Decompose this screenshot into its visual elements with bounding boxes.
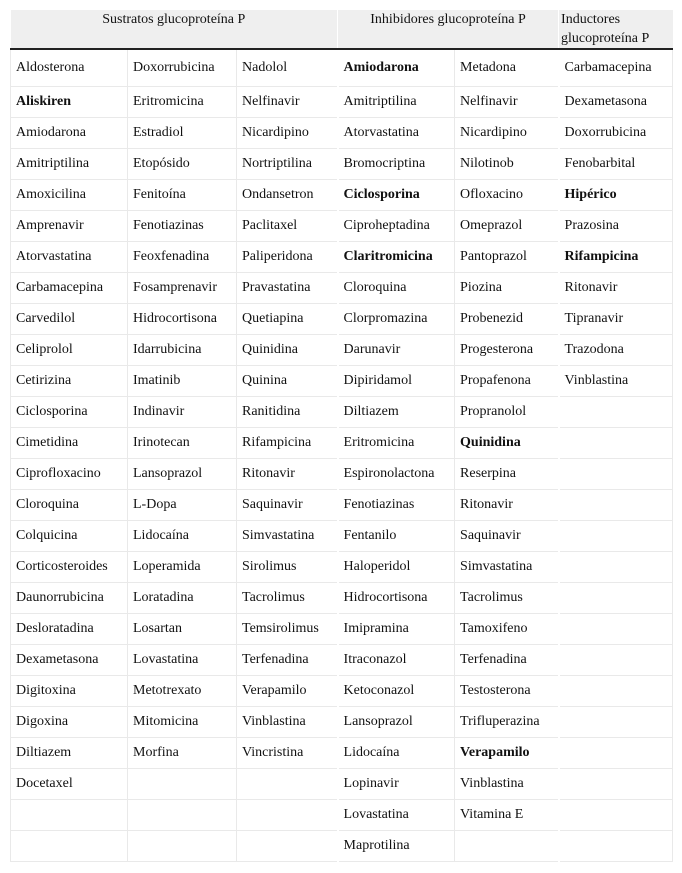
- inhibidor-cell: Eritromicina: [338, 428, 455, 459]
- sustrato-cell: Pravastatina: [237, 273, 338, 304]
- sustrato-cell: Metotrexato: [128, 676, 237, 707]
- sustrato-cell: [237, 800, 338, 831]
- inductor-cell: Dexametasona: [559, 87, 673, 118]
- sustrato-cell: Ondansetron: [237, 180, 338, 211]
- sustrato-cell: Lidocaína: [128, 521, 237, 552]
- inhibidor-cell: Ritonavir: [455, 490, 559, 521]
- table-row: [11, 118, 673, 149]
- table-row: [11, 397, 673, 428]
- sustrato-cell: Ciprofloxacino: [11, 459, 128, 490]
- sustrato-cell: [11, 831, 128, 862]
- sustrato-cell: Temsirolimus: [237, 614, 338, 645]
- inhibidor-cell: Ketoconazol: [338, 676, 455, 707]
- sustrato-cell: Estradiol: [128, 118, 237, 149]
- sustrato-cell: [237, 769, 338, 800]
- inductor-cell: [559, 614, 673, 645]
- table-row: [11, 180, 673, 211]
- sustrato-cell: Ranitidina: [237, 397, 338, 428]
- inhibidor-cell: Nilotinob: [455, 149, 559, 180]
- inhibidor-cell: Darunavir: [338, 335, 455, 366]
- inhibidor-cell: Ciclosporina: [338, 180, 455, 211]
- table-row: [11, 552, 673, 583]
- inhibidor-cell: Maprotilina: [338, 831, 455, 862]
- inhibidor-cell: Fenotiazinas: [338, 490, 455, 521]
- sustrato-cell: Nicardipino: [237, 118, 338, 149]
- inhibidor-cell: Tamoxifeno: [455, 614, 559, 645]
- inhibidor-cell: Probenezid: [455, 304, 559, 335]
- sustrato-cell: Ritonavir: [237, 459, 338, 490]
- inhibidor-cell: Ofloxacino: [455, 180, 559, 211]
- header-sustratos: Sustratos glucoproteína P: [11, 10, 338, 49]
- inhibidor-cell: Cloroquina: [338, 273, 455, 304]
- sustrato-cell: Cimetidina: [11, 428, 128, 459]
- inductor-cell: [559, 490, 673, 521]
- sustrato-cell: Paclitaxel: [237, 211, 338, 242]
- table-row: [11, 459, 673, 490]
- inductor-cell: Tipranavir: [559, 304, 673, 335]
- sustrato-cell: Carvedilol: [11, 304, 128, 335]
- sustrato-cell: Amitriptilina: [11, 149, 128, 180]
- inhibidor-cell: Metadona: [455, 49, 559, 87]
- sustrato-cell: Indinavir: [128, 397, 237, 428]
- inductor-cell: [559, 738, 673, 769]
- sustrato-cell: Mitomicina: [128, 707, 237, 738]
- inhibidor-cell: Nicardipino: [455, 118, 559, 149]
- inhibidor-cell: Espironolactona: [338, 459, 455, 490]
- sustrato-cell: [128, 831, 237, 862]
- inhibidor-cell: Claritromicina: [338, 242, 455, 273]
- pgp-drug-table: [10, 10, 673, 862]
- sustrato-cell: Digitoxina: [11, 676, 128, 707]
- inhibidor-cell: Clorpromazina: [338, 304, 455, 335]
- sustrato-cell: Fenotiazinas: [128, 211, 237, 242]
- sustrato-cell: Lovastatina: [128, 645, 237, 676]
- inhibidor-cell: [455, 831, 559, 862]
- inhibidor-cell: Ciproheptadina: [338, 211, 455, 242]
- inductor-cell: [559, 645, 673, 676]
- inductor-cell: Fenobarbital: [559, 149, 673, 180]
- inductor-cell: [559, 707, 673, 738]
- sustrato-cell: Feoxfenadina: [128, 242, 237, 273]
- inductor-cell: Prazosina: [559, 211, 673, 242]
- inhibidor-cell: Saquinavir: [455, 521, 559, 552]
- inductor-cell: Carbamacepina: [559, 49, 673, 87]
- inhibidor-cell: Atorvastatina: [338, 118, 455, 149]
- inductor-cell: [559, 676, 673, 707]
- sustrato-cell: Losartan: [128, 614, 237, 645]
- inductor-cell: [559, 583, 673, 614]
- sustrato-cell: [237, 831, 338, 862]
- inductor-cell: [559, 831, 673, 862]
- inhibidor-cell: Dipiridamol: [338, 366, 455, 397]
- sustrato-cell: Sirolimus: [237, 552, 338, 583]
- table-row: [11, 273, 673, 304]
- sustrato-cell: Doxorrubicina: [128, 49, 237, 87]
- sustrato-cell: Loperamida: [128, 552, 237, 583]
- inductor-cell: Rifampicina: [559, 242, 673, 273]
- inhibidor-cell: Vinblastina: [455, 769, 559, 800]
- sustrato-cell: Colquicina: [11, 521, 128, 552]
- inhibidor-cell: Lovastatina: [338, 800, 455, 831]
- sustrato-cell: [128, 800, 237, 831]
- sustrato-cell: Imatinib: [128, 366, 237, 397]
- sustrato-cell: Morfina: [128, 738, 237, 769]
- sustrato-cell: Digoxina: [11, 707, 128, 738]
- sustrato-cell: Etopósido: [128, 149, 237, 180]
- inhibidor-cell: Propafenona: [455, 366, 559, 397]
- sustrato-cell: Aldosterona: [11, 49, 128, 87]
- sustrato-cell: Diltiazem: [11, 738, 128, 769]
- sustrato-cell: Cetirizina: [11, 366, 128, 397]
- inhibidor-cell: Pantoprazol: [455, 242, 559, 273]
- table-row: [11, 831, 673, 862]
- inhibidor-cell: Lidocaína: [338, 738, 455, 769]
- sustrato-cell: Fenitoína: [128, 180, 237, 211]
- table-row: [11, 87, 673, 118]
- inductor-cell: [559, 521, 673, 552]
- sustrato-cell: [11, 800, 128, 831]
- inhibidor-cell: Amitriptilina: [338, 87, 455, 118]
- inhibidor-cell: Simvastatina: [455, 552, 559, 583]
- sustrato-cell: Irinotecan: [128, 428, 237, 459]
- inhibidor-cell: Omeprazol: [455, 211, 559, 242]
- sustrato-cell: Nortriptilina: [237, 149, 338, 180]
- table-row: [11, 676, 673, 707]
- inhibidor-cell: Progesterona: [455, 335, 559, 366]
- inhibidor-cell: Bromocriptina: [338, 149, 455, 180]
- sustrato-cell: Amoxicilina: [11, 180, 128, 211]
- header-inductores-line1: Inductores: [561, 12, 621, 27]
- table-row: [11, 738, 673, 769]
- inductor-cell: [559, 428, 673, 459]
- sustrato-cell: L-Dopa: [128, 490, 237, 521]
- inhibidor-cell: Diltiazem: [338, 397, 455, 428]
- inductor-cell: [559, 769, 673, 800]
- sustrato-cell: Ciclosporina: [11, 397, 128, 428]
- table-row: [11, 149, 673, 180]
- inhibidor-cell: Lansoprazol: [338, 707, 455, 738]
- sustrato-cell: Docetaxel: [11, 769, 128, 800]
- inductor-cell: [559, 552, 673, 583]
- sustrato-cell: Aliskiren: [11, 87, 128, 118]
- sustrato-cell: Atorvastatina: [11, 242, 128, 273]
- inhibidor-cell: Propranolol: [455, 397, 559, 428]
- table-header: [11, 10, 673, 49]
- header-inductores-line2: glucoproteína P: [561, 31, 650, 46]
- sustrato-cell: Desloratadina: [11, 614, 128, 645]
- sustrato-cell: Tacrolimus: [237, 583, 338, 614]
- sustrato-cell: Eritromicina: [128, 87, 237, 118]
- sustrato-cell: Quetiapina: [237, 304, 338, 335]
- sustrato-cell: Corticosteroides: [11, 552, 128, 583]
- inductor-cell: Hipérico: [559, 180, 673, 211]
- sustrato-cell: Verapamilo: [237, 676, 338, 707]
- sustrato-cell: Loratadina: [128, 583, 237, 614]
- sustrato-cell: Nelfinavir: [237, 87, 338, 118]
- sustrato-cell: Carbamacepina: [11, 273, 128, 304]
- table-body: [11, 49, 673, 862]
- sustrato-cell: Quinidina: [237, 335, 338, 366]
- header-inductores: [559, 10, 673, 49]
- inhibidor-cell: Amiodarona: [338, 49, 455, 87]
- sustrato-cell: Vincristina: [237, 738, 338, 769]
- inductor-cell: [559, 397, 673, 428]
- table-row: [11, 304, 673, 335]
- inhibidor-cell: Testosterona: [455, 676, 559, 707]
- sustrato-cell: Simvastatina: [237, 521, 338, 552]
- inhibidor-cell: Hidrocortisona: [338, 583, 455, 614]
- table-row: [11, 366, 673, 397]
- inhibidor-cell: Trifluperazina: [455, 707, 559, 738]
- sustrato-cell: Terfenadina: [237, 645, 338, 676]
- sustrato-cell: Daunorrubicina: [11, 583, 128, 614]
- inhibidor-cell: Itraconazol: [338, 645, 455, 676]
- inhibidor-cell: Tacrolimus: [455, 583, 559, 614]
- table-row: [11, 428, 673, 459]
- table-row: [11, 211, 673, 242]
- table-row: [11, 800, 673, 831]
- inhibidor-cell: Quinidina: [455, 428, 559, 459]
- inhibidor-cell: Piozina: [455, 273, 559, 304]
- inductor-cell: Ritonavir: [559, 273, 673, 304]
- table-row: [11, 335, 673, 366]
- inductor-cell: [559, 459, 673, 490]
- inhibidor-cell: Nelfinavir: [455, 87, 559, 118]
- sustrato-cell: Hidrocortisona: [128, 304, 237, 335]
- inductor-cell: Trazodona: [559, 335, 673, 366]
- table-row: [11, 707, 673, 738]
- sustrato-cell: [128, 769, 237, 800]
- inhibidor-cell: Terfenadina: [455, 645, 559, 676]
- sustrato-cell: Vinblastina: [237, 707, 338, 738]
- table-row: [11, 614, 673, 645]
- sustrato-cell: Saquinavir: [237, 490, 338, 521]
- sustrato-cell: Amiodarona: [11, 118, 128, 149]
- inhibidor-cell: Verapamilo: [455, 738, 559, 769]
- sustrato-cell: Celiprolol: [11, 335, 128, 366]
- sustrato-cell: Rifampicina: [237, 428, 338, 459]
- table-row: [11, 645, 673, 676]
- inhibidor-cell: Imipramina: [338, 614, 455, 645]
- sustrato-cell: Dexametasona: [11, 645, 128, 676]
- header-row: [11, 10, 673, 49]
- sustrato-cell: Nadolol: [237, 49, 338, 87]
- inductor-cell: Doxorrubicina: [559, 118, 673, 149]
- sustrato-cell: Quinina: [237, 366, 338, 397]
- inhibidor-cell: Haloperidol: [338, 552, 455, 583]
- table-row: [11, 521, 673, 552]
- sustrato-cell: Paliperidona: [237, 242, 338, 273]
- inductor-cell: [559, 800, 673, 831]
- table-row: [11, 490, 673, 521]
- sustrato-cell: Cloroquina: [11, 490, 128, 521]
- sustrato-cell: Idarrubicina: [128, 335, 237, 366]
- inhibidor-cell: Lopinavir: [338, 769, 455, 800]
- inhibidor-cell: Reserpina: [455, 459, 559, 490]
- table-row: [11, 769, 673, 800]
- sustrato-cell: Lansoprazol: [128, 459, 237, 490]
- inhibidor-cell: Vitamina E: [455, 800, 559, 831]
- inhibidor-cell: Fentanilo: [338, 521, 455, 552]
- table-row: [11, 583, 673, 614]
- inductor-cell: Vinblastina: [559, 366, 673, 397]
- header-inhibidores: Inhibidores glucoproteína P: [338, 10, 559, 49]
- table-row: [11, 49, 673, 87]
- table-row: [11, 242, 673, 273]
- sustrato-cell: Fosamprenavir: [128, 273, 237, 304]
- sustrato-cell: Amprenavir: [11, 211, 128, 242]
